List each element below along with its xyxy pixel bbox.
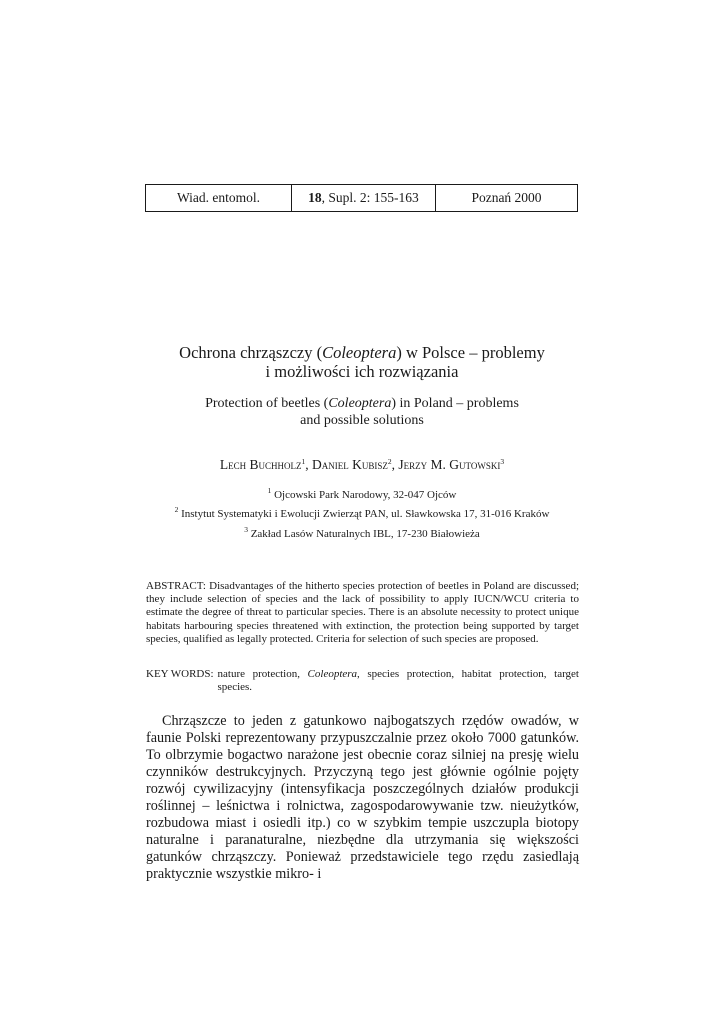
title-en-italic: Coleoptera — [328, 396, 392, 411]
body-paragraph: Chrząszcze to jeden z gatunkowo najbogatszych rzędów owadów, w faunie Polski reprezentowany przypuszczalnie przez około 7000 gatunków. To olbrzymie bogactwo narażone jest obecnie coraz silniej na presję wielu czynników destrukcyjnych. Przyczyną tego jest głównie ogólnie pojęty rozwój cywilizacyjny (intensyfikacja poszczególnych działów produkcji roślinnej – leśnictwa i rolnictwa, zagospodarowywanie tzw. nieużytków, rozbudowa miast i osiedli itp.) co w szybkim tempie uszczupla biotopy naturalne i paranaturalne, niezbędne dla utrzymania się większości gatunków chrząszczy. Ponieważ przedstawiciele tego rzędu zasiedlają praktycznie wszystkie mikro- i — [146, 713, 579, 882]
supplement-pages: , Supl. 2: 155-163 — [321, 190, 419, 205]
keywords-italic: Coleoptera — [307, 668, 358, 680]
title-english — [100, 395, 624, 429]
author-separator: , — [305, 457, 313, 472]
title-pl-part1: Ochrona chrząszczy ( — [179, 343, 323, 362]
title-en-part2: ) in Poland – problems — [391, 396, 519, 411]
affiliation-mark: 2 — [174, 505, 179, 514]
affiliation — [100, 527, 624, 541]
affiliation-text: Instytut Systematyki i Ewolucji Zwierząt PAN, ul. Sławkowska 17, 31-016 Kraków — [181, 508, 550, 520]
journal-header-box — [145, 184, 578, 212]
journal-name: Wiad. entomol. — [146, 185, 292, 211]
keywords-text — [218, 668, 579, 694]
author-separator: , — [391, 457, 399, 472]
title-pl-italic: Coleoptera — [322, 343, 397, 362]
title-pl-line2: i możliwości ich rozwiązania — [265, 362, 459, 381]
author-name: Daniel Kubisz — [312, 457, 388, 472]
title-en-line2: and possible solutions — [300, 413, 424, 428]
title-polish — [100, 343, 624, 381]
title-pl-part2: ) w Polsce – problemy — [396, 343, 545, 362]
journal-volume — [292, 185, 436, 211]
keywords — [146, 668, 579, 694]
volume-number: 18 — [308, 190, 322, 205]
affiliation — [100, 488, 624, 502]
affiliation-text: Zakład Lasów Naturalnych IBL, 17-230 Białowieża — [250, 528, 480, 540]
author-name: Lech Buchholz — [219, 457, 302, 472]
author-affil-mark: 1 — [301, 457, 306, 466]
abstract: ABSTRACT: Disadvantages of the hitherto species protection of beetles in Poland are discussed; they include selection of species and the lack of possibility to apply IUCN/WCU criteria to estimate the degree of threat to particular species. There is an absolute necessity to protect unique habitats harbouring species threatened with extinction, the protection being supported by target species, qualified as legally protected. Criteria for selection of such species are proposed. — [146, 580, 579, 645]
author-name: Jerzy M. Gutowski — [398, 457, 501, 472]
keywords-label: KEY WORDS: — [146, 668, 214, 680]
affiliation-mark: 3 — [244, 525, 248, 534]
title-en-part1: Protection of beetles ( — [205, 396, 329, 411]
journal-place-year: Poznań 2000 — [471, 190, 542, 205]
keywords-after: , species protection, habitat protection, target species. — [217, 668, 579, 694]
author-affil-mark: 3 — [500, 457, 505, 466]
author-affil-mark: 2 — [387, 457, 392, 466]
affiliation-text: Ojcowski Park Narodowy, 32-047 Ojców — [274, 489, 457, 501]
author-list — [100, 456, 624, 473]
affiliation — [100, 507, 624, 521]
affiliation-mark: 1 — [267, 486, 272, 495]
keywords-before: nature protection, — [217, 668, 308, 680]
